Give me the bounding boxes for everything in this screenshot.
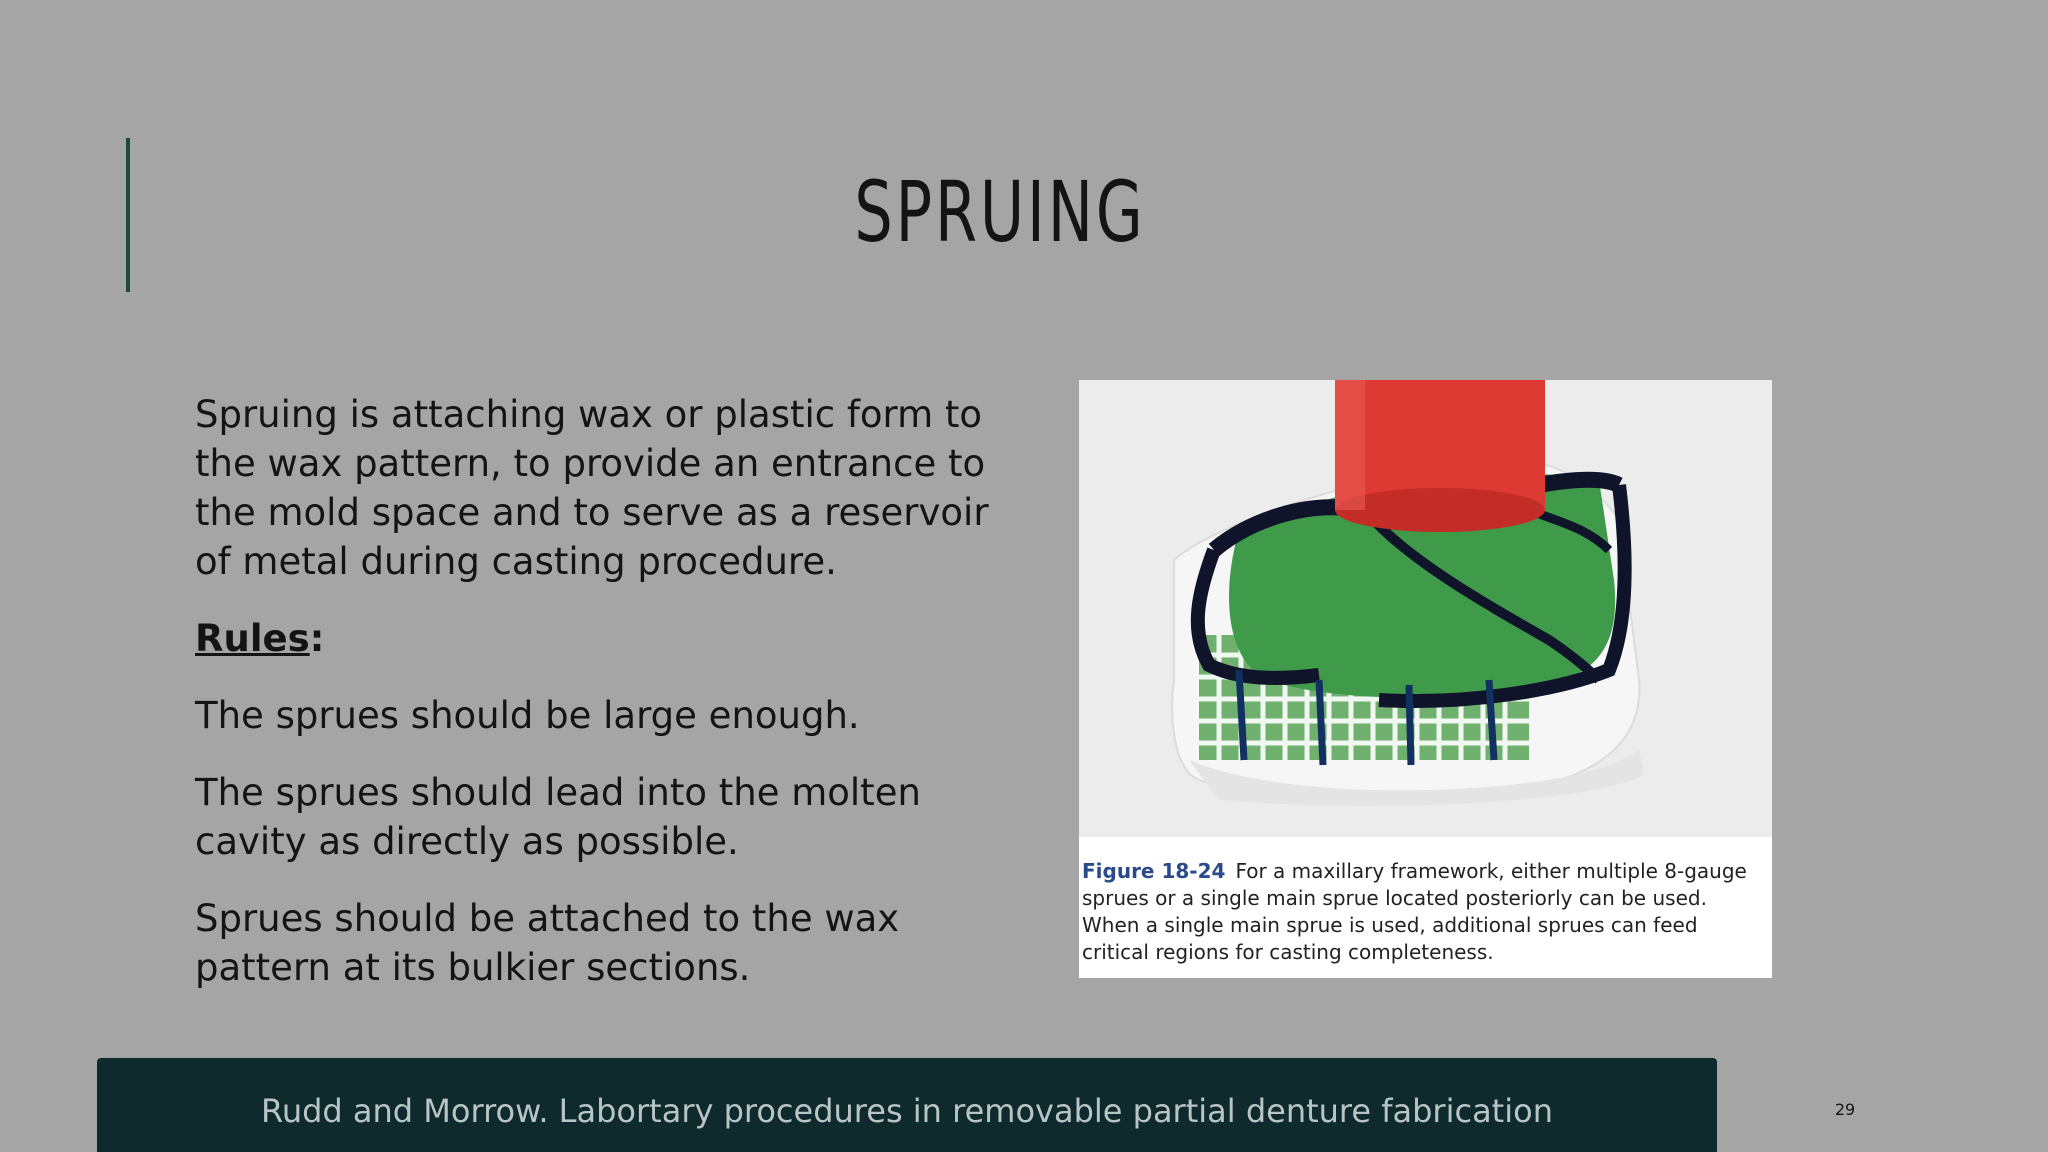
rule-item: The sprues should be large enough.	[195, 694, 860, 737]
page-number: 29	[1834, 1100, 1856, 1119]
figure	[1079, 380, 1772, 978]
rules-heading-colon: :	[309, 617, 325, 660]
slide-title: SPRUING	[854, 163, 1146, 261]
rules-heading-label: Rules	[195, 617, 310, 660]
slide-body	[195, 390, 995, 1020]
sprue-photo	[1079, 380, 1772, 837]
figure-caption	[1082, 858, 1768, 966]
figure-caption-text: For a maxillary framework, either multiple 8-gauge sprues or a single main sprue located posteriorly can be used. When a single main sprue is used, additional sprues can feed critical regions for casting completeness.	[1082, 859, 1747, 964]
rule-item: The sprues should lead into the molten cavity as directly as possible.	[195, 771, 921, 863]
title-accent-bar	[126, 138, 130, 292]
footer-reference: Rudd and Morrow. Labortary procedures in removable partial denture fabrication	[261, 1092, 1553, 1130]
definition-paragraph: Spruing is attaching wax or plastic form to the wax pattern, to provide an entrance to the mold space and to serve as a reservoir of metal during casting procedure.	[195, 393, 989, 583]
footer-bar	[97, 1058, 1717, 1152]
figure-label: Figure 18-24	[1082, 859, 1226, 883]
rules-heading	[195, 614, 995, 663]
rule-item: Sprues should be attached to the wax pattern at its bulkier sections.	[195, 897, 900, 989]
